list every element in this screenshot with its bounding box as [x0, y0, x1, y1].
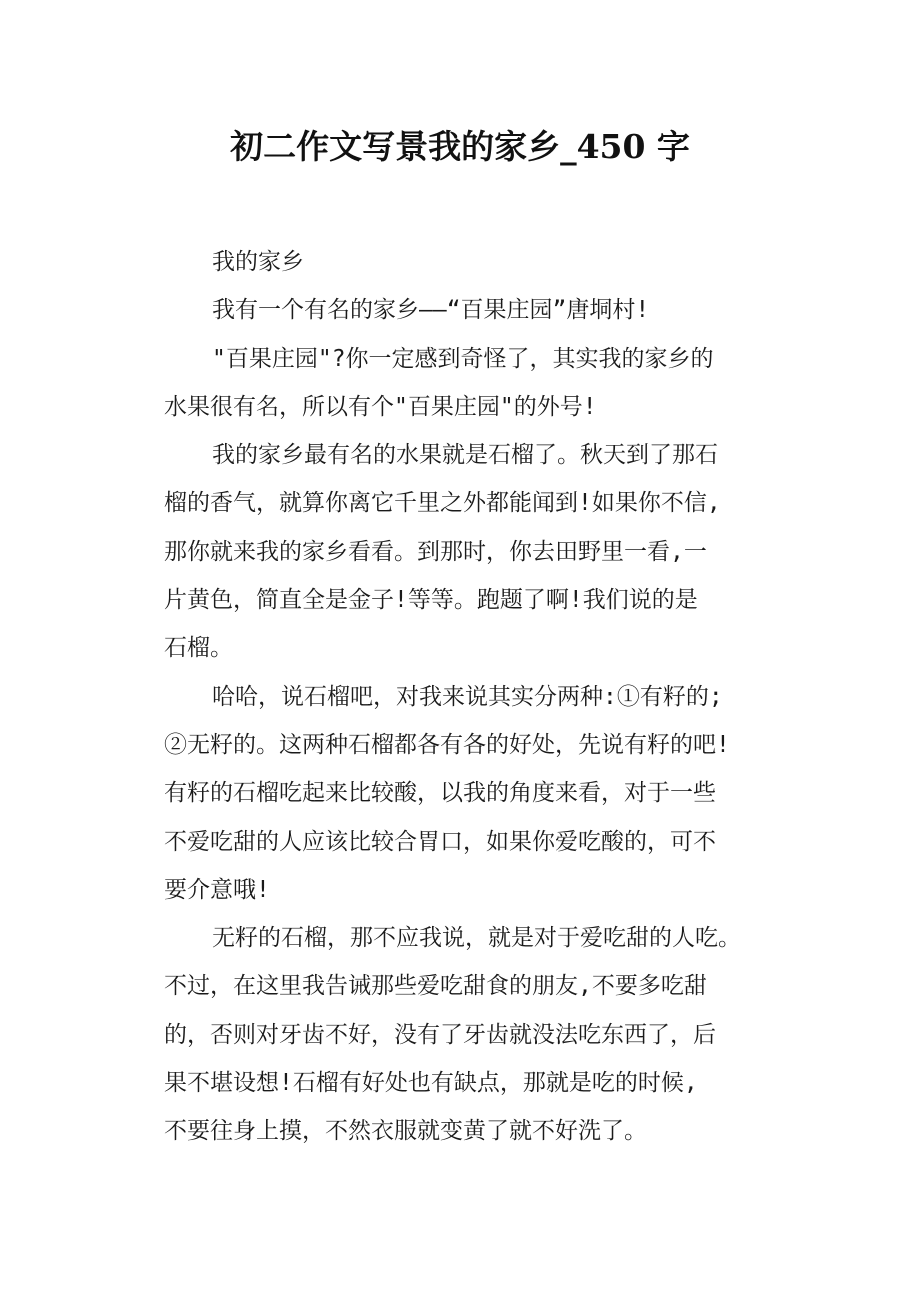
text-line: 我的家乡最有名的水果就是石榴了。秋天到了那石 [212, 442, 718, 469]
text-line: 那你就来我的家乡看看。到那时，你去田野里一看,一 [164, 538, 707, 565]
text-line: 不要往身上摸，不然衣服就变黄了就不好洗了。 [164, 1118, 647, 1145]
text-line: 无籽的石榴，那不应我说，就是对于爱吃甜的人吃。 [212, 925, 741, 952]
document-title: 初二作文写景我的家乡_450 字 [230, 127, 690, 166]
text-line: 不爱吃甜的人应该比较合胃口，如果你爱吃酸的，可不 [164, 828, 716, 855]
text-line: 的，否则对牙齿不好，没有了牙齿就没法吃东西了，后 [164, 1021, 716, 1048]
text-line: 榴的香气，就算你离它千里之外都能闻到!如果你不信, [164, 490, 721, 517]
text-line: 要介意哦! [164, 876, 270, 903]
text-line: 水果很有名，所以有个"百果庄园"的外号! [164, 393, 597, 420]
text-line: 有籽的石榴吃起来比较酸，以我的角度来看，对于一些 [164, 780, 716, 807]
document-body [164, 238, 764, 1156]
text-line: 片黄色，简直全是金子!等等。跑题了啊!我们说的是 [164, 587, 698, 614]
text-line: ②无籽的。这两种石榴都各有各的好处，先说有籽的吧! [164, 731, 730, 758]
text-line: 我有一个有名的家乡——“百果庄园”唐垌村! [212, 297, 650, 324]
text-line: 果不堪设想!石榴有好处也有缺点，那就是吃的时候, [164, 1070, 698, 1097]
text-line: 我的家乡 [212, 249, 304, 275]
text-line: 哈哈，说石榴吧，对我来说其实分两种:①有籽的; [212, 683, 723, 710]
text-line: "百果庄园"?你一定感到奇怪了，其实我的家乡的 [212, 345, 714, 372]
text-line: 石榴。 [164, 635, 233, 662]
text-line: 不过，在这里我告诫那些爱吃甜食的朋友,不要多吃甜 [164, 973, 707, 1000]
